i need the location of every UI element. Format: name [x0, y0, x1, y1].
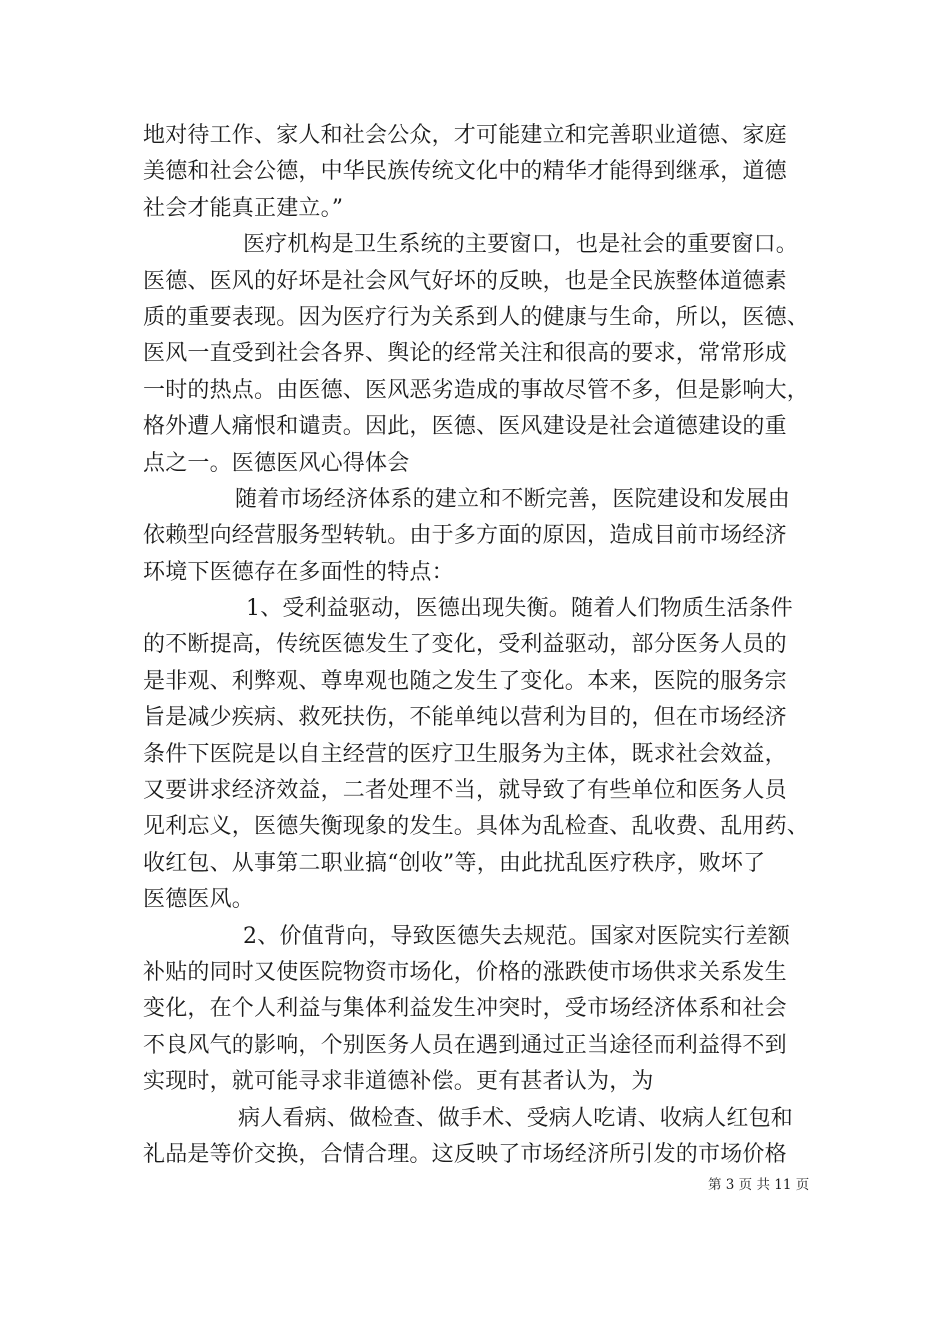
document-body	[143, 118, 833, 1173]
text-line: 变化，在个人利益与集体利益发生冲突时，受市场经济体系和社会	[143, 996, 787, 1022]
text-line: 条件下医院是以自主经营的医疗卫生服务为主体，既求社会效益，	[143, 741, 787, 767]
text-line: 医德、医风的好坏是社会风气好坏的反映，也是全民族整体道德素	[143, 268, 787, 294]
text-line: 医风一直受到社会各界、舆论的经常关注和很高的要求，常常形成	[143, 341, 787, 367]
text-line: 医德医风。	[143, 887, 255, 913]
text-line: 实现时，就可能寻求非道德补偿。更有甚者认为，为	[143, 1069, 654, 1095]
text-line: 补贴的同时又使医院物资市场化，价格的涨跌使市场供求关系发生	[143, 959, 787, 985]
text-line: 依赖型向经营服务型转轨。由于多方面的原因，造成目前市场经济	[143, 523, 787, 549]
text-line: 不良风气的影响，个别医务人员在遇到通过正当途径而利益得不到	[143, 1032, 787, 1058]
text-line: 质的重要表现。因为医疗行为关系到人的健康与生命，所以，医德、	[143, 304, 810, 330]
text-line: 旨是减少疾病、救死扶伤，不能单纯以营利为目的，但在市场经济	[143, 705, 787, 731]
paragraph-start-line: 2、价值背向，导致医德失去规范。国家对医院实行差额	[243, 923, 790, 949]
text-line: 美德和社会公德，中华民族传统文化中的精华才能得到继承，道德	[143, 159, 787, 185]
page-number-footer: 第 3 页 共 11 页	[708, 1177, 810, 1193]
text-line: 是非观、利弊观、尊卑观也随之发生了变化。本来，医院的服务宗	[143, 668, 787, 694]
paragraph-start-line: 医疗机构是卫生系统的主要窗口，也是社会的重要窗口。	[243, 232, 799, 258]
text-line: 点之一。医德医风心得体会	[143, 450, 410, 476]
text-line: 社会才能真正建立。”	[143, 195, 344, 221]
paragraph-start-line: 1、受利益驱动，医德出现失衡。随着人们物质生活条件	[246, 596, 793, 622]
paragraph-start-line: 随着市场经济体系的建立和不断完善，医院建设和发展由	[235, 486, 791, 512]
text-line: 地对待工作、家人和社会公众，才可能建立和完善职业道德、家庭	[143, 123, 787, 148]
paragraph-start-line: 病人看病、做检查、做手术、受病人吃请、收病人红包和	[238, 1105, 794, 1131]
text-line: 一时的热点。由医德、医风恶劣造成的事故尽管不多，但是影响大，	[143, 377, 810, 403]
text-line: 收红包、从事第二职业搞“创收”等，由此扰乱医疗秩序，败坏了	[143, 850, 766, 876]
text-line: 环境下医德存在多面性的特点：	[143, 559, 454, 585]
text-line: 格外遭人痛恨和谴责。因此，医德、医风建设是社会道德建设的重	[143, 414, 787, 440]
text-line: 礼品是等价交换，合情合理。这反映了市场经济所引发的市场价格	[143, 1141, 787, 1167]
text-line: 的不断提高，传统医德发生了变化，受利益驱动，部分医务人员的	[143, 632, 787, 658]
text-line: 又要讲求经济效益，二者处理不当，就导致了有些单位和医务人员	[143, 778, 787, 804]
text-line: 见利忘义，医德失衡现象的发生。具体为乱检查、乱收费、乱用药、	[143, 814, 810, 840]
